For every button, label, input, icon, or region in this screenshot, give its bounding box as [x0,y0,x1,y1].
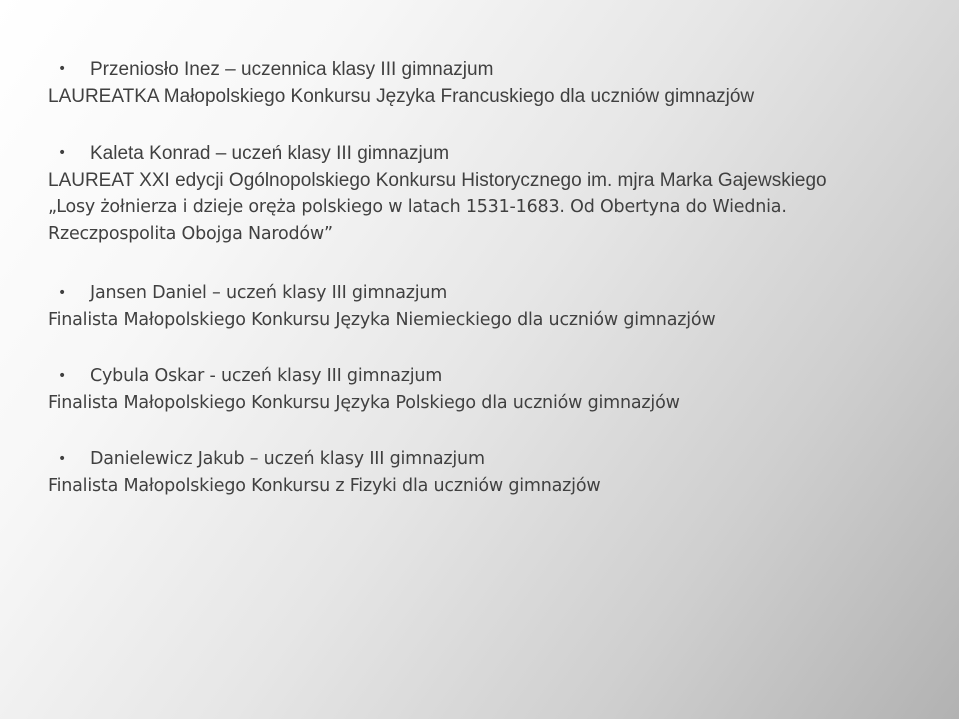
student-line [48,140,928,167]
award-description: Finalista Małopolskiego Konkursu z Fizyki dla uczniów gimnazjów [48,476,601,496]
bullet-icon: • [58,368,67,384]
student-line [48,363,928,390]
award-entry [48,56,928,110]
award-entry [48,446,928,500]
student-name-class: Danielewicz Jakub – uczeń klasy III gimnazjum [90,449,485,469]
bullet-icon: • [58,285,67,301]
student-name-class: Przeniosło Inez – uczennica klasy III gimnazjum [90,59,494,80]
award-description: Rzeczpospolita Obojga Narodów” [48,224,333,244]
award-description: „Losy żołnierza i dzieje oręża polskiego w latach 1531-1683. Od Obertyna do Wiednia. [48,197,787,217]
student-line [48,56,928,83]
award-entry [48,363,928,417]
student-name-class: Jansen Daniel – uczeń klasy III gimnazjum [90,283,448,303]
student-name-class: Cybula Oskar - uczeń klasy III gimnazjum [90,366,443,386]
award-entry [48,140,928,248]
student-name-class: Kaleta Konrad – uczeń klasy III gimnazjum [90,143,450,164]
award-entry [48,280,928,334]
student-line [48,446,928,473]
bullet-icon: • [58,61,67,77]
bullet-icon: • [58,451,67,467]
award-description: Finalista Małopolskiego Konkursu Języka Niemieckiego dla uczniów gimnazjów [48,310,716,330]
student-line [48,280,928,307]
award-description: LAUREATKA Małopolskiego Konkursu Języka Francuskiego dla uczniów gimnazjów [48,86,755,107]
award-description: Finalista Małopolskiego Konkursu Języka Polskiego dla uczniów gimnazjów [48,393,680,413]
bullet-icon: • [58,145,67,161]
award-description: LAUREAT XXI edycji Ogólnopolskiego Konkursu Historycznego im. mjra Marka Gajewskiego [48,170,827,191]
